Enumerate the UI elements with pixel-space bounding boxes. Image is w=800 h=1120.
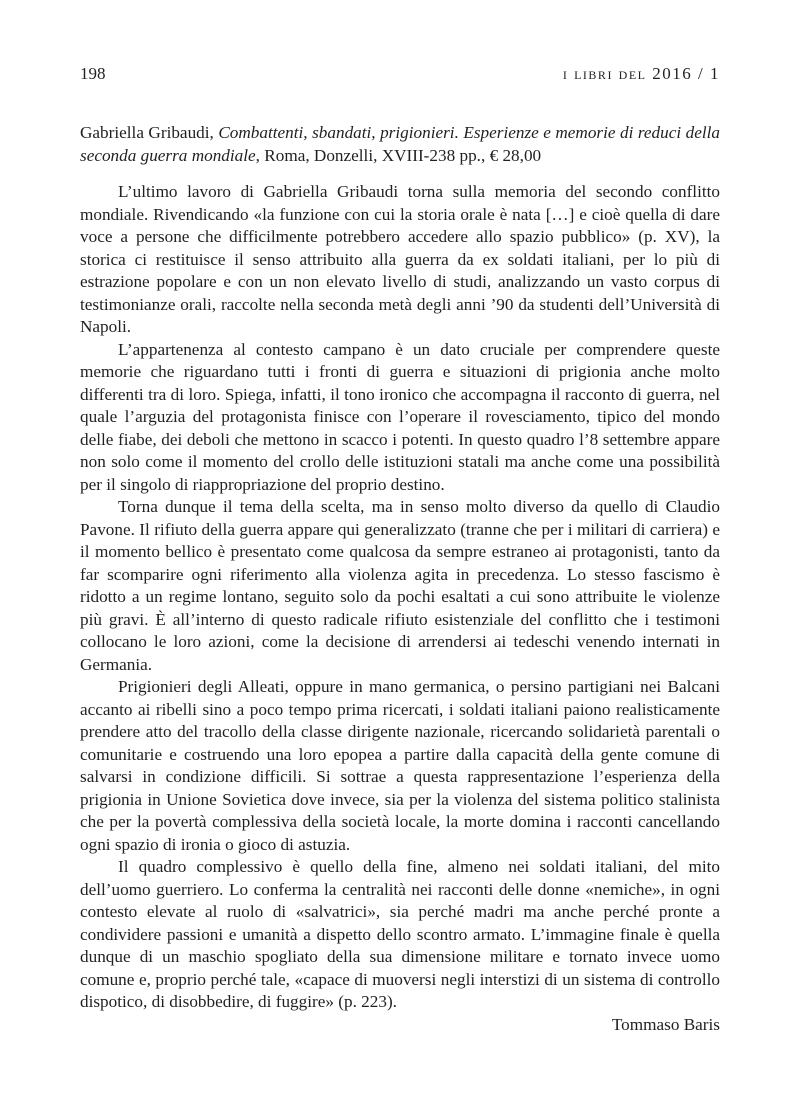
book-publication: , Roma, Donzelli, XVIII-238 pp., € 28,00 <box>255 145 542 165</box>
review-paragraph: Torna dunque il tema della scelta, ma in senso molto diverso da quello di Claudio Pavone. Il rifiuto della guerra appare qui generalizzato (tranne che per i militari di carriera) e il momento bellico è presentato come qualcosa da sempre estraneo ai protagonisti, tanto da far scomparire ogni riferimento alla violenza agita in precedenza. Lo stesso fascismo è ridotto a un regime lontano, seguito solo da pochi esaltati a cui sono attribuite le violenze più gravi. È all’interno di questo radicale rifiuto esistenziale del conflitto che i testimoni collocano le loro azioni, come la decisione di arrendersi ai tedeschi venendo internati in Germania. <box>80 497 720 674</box>
review-paragraph: Il quadro complessivo è quello della fine, almeno nei soldati italiani, del mito dell’uomo guerriero. Lo conferma la centralità nei racconti delle donne «nemiche», in ogni contesto elevate al ruolo di «salvatrici», sia perché madri ma anche perché pronte a condividere passioni e umanità a dispetto dello scontro armato. L’immagine finale è quella dunque di un maschio spogliato della sua dimensione militare e tornato invece uomo comune e, proprio perché tale, «capace di muoversi negli interstizi di un sistema di controllo dispotico, di disobbedire, di fuggire» (p. 223). <box>80 857 720 1011</box>
running-head <box>80 62 720 86</box>
review-body <box>80 181 720 1014</box>
bibliographic-entry <box>80 122 720 167</box>
running-title: i libri del 2016 / 1 <box>562 64 720 83</box>
page-number: 198 <box>80 64 106 83</box>
review-paragraph: Prigionieri degli Alleati, oppure in mano germanica, o persino partigiani nei Balcani accanto ai ribelli sino a poco tempo prima ricercati, i soldati italiani paiono realisticamente prendere atto del tracollo della classe dirigente nazionale, ricercando solidarietà parentali o comunitarie e costruendo una loro epopea a partire dalla capacità della gente comune di salvarsi in condizione difficili. Si sottrae a questa rappresentazione l’esperienza della prigionia in Unione Sovietica dove invece, sia per la violenza del sistema politico stalinista che per la povertà complessiva della società locale, la morte domina i racconti cancellando ogni spazio di ironia o gioco di astuzia. <box>80 677 720 854</box>
page <box>80 62 720 1036</box>
book-author: Gabriella Gribaudi, <box>80 123 219 142</box>
review-paragraph: L’ultimo lavoro di Gabriella Gribaudi torna sulla memoria del secondo conflitto mondiale. Rivendicando «la funzione con cui la storia orale è nata […] e cioè quella di dare voce a persone che difficilmente potrebbero accedere allo spazio pubblico» (p. XV), la storica ci restituisce il senso attribuito alla guerra da ex soldati italiani, per lo più di estrazione popolare e con un non elevato livello di studi, analizzando un vasto corpus di testimonianze orali, raccolte nella seconda metà degli anni ’90 da studenti dell’Università di Napoli. <box>80 182 720 336</box>
book-title: Combattenti, sbandati, prigionieri. Esperienze e memorie di reduci della seconda guerra mondiale <box>80 123 721 165</box>
review-paragraph: L’appartenenza al contesto campano è un dato cruciale per comprendere queste memorie che riguardano tutti i fronti di guerra e situazioni di prigionia anche molto differenti tra di loro. Spiega, infatti, il tono ironico che accompagna il racconto di guerra, nel quale l’arguzia del protagonista finisce con l’operare il rovesciamento, tipico del mondo delle fiabe, dei deboli che mettono in scacco i potenti. In questo quadro l’8 settembre appare non solo come il momento del crollo delle istituzioni statali ma anche come una possibilità per il singolo di riappropriazione del proprio destino. <box>80 339 720 494</box>
reviewer-signature: Tommaso Baris <box>611 1014 720 1034</box>
